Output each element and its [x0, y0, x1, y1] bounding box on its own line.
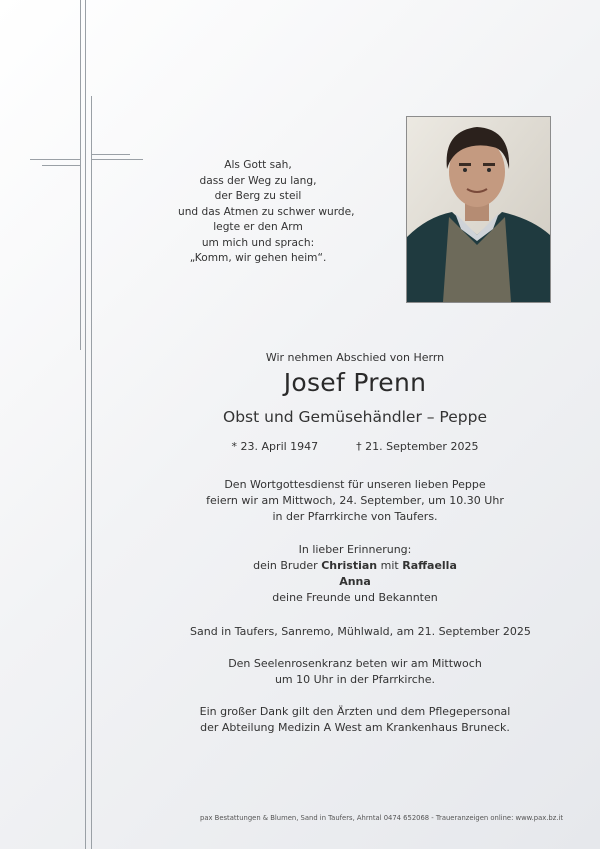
- service-line: Den Wortgottesdienst für unseren lieben Peppe: [224, 478, 486, 491]
- mourner-friends: deine Freunde und Bekannten: [272, 591, 438, 604]
- mourner-line: [190, 574, 520, 590]
- poem-line: und das Atmen zu schwer wurde,: [178, 205, 355, 218]
- thanks-line: der Abteilung Medizin A West am Krankenhaus Bruneck.: [200, 721, 510, 734]
- thanks-line: Ein großer Dank gilt den Ärzten und dem Pflegepersonal: [199, 705, 511, 718]
- farewell-line: Wir nehmen Abschied von Herrn: [265, 351, 445, 364]
- deceased-name: Josef Prenn: [283, 368, 427, 397]
- memory-intro: In lieber Erinnerung:: [298, 543, 412, 556]
- poem-line: Als Gott sah,: [224, 159, 292, 171]
- mourner-text: mit: [377, 559, 403, 572]
- poem-line: dass der Weg zu lang,: [199, 174, 317, 187]
- life-dates: [190, 440, 520, 453]
- poem-line: „Komm, wir gehen heim“.: [189, 252, 327, 264]
- rosary-info: [190, 656, 520, 688]
- service-line: in der Pfarrkirche von Taufers.: [272, 510, 438, 523]
- mourner-brother: Christian: [321, 559, 378, 572]
- funeral-home-footer: pax Bestattungen & Blumen, Sand in Taufers, Ahrntal 0474 652068 - Traueranzeigen online: www.pax.bz.it: [200, 814, 564, 822]
- mourner-anna: Anna: [339, 575, 371, 588]
- service-line: feiern wir am Mittwoch, 24. September, um 10.30 Uhr: [206, 494, 504, 507]
- rosary-line: um 10 Uhr in der Pfarrkirche.: [274, 673, 436, 686]
- rosary-line: Den Seelenrosenkranz beten wir am Mittwoch: [228, 657, 482, 670]
- poem-line: um mich und sprach:: [201, 236, 315, 249]
- birth-date: * 23. April 1947: [231, 440, 319, 453]
- mourner-partner: Raffaella: [402, 559, 457, 572]
- portrait-photo: [406, 116, 551, 303]
- place-date: Sand in Taufers, Sanremo, Mühlwald, am 21. September 2025: [190, 625, 531, 638]
- poem-line: legte er den Arm: [213, 221, 303, 233]
- mourner-text: dein Bruder: [253, 559, 322, 572]
- mourner-line: [190, 558, 520, 574]
- poem: [178, 158, 355, 267]
- mourners: [190, 542, 520, 606]
- deceased-title: Obst und Gemüsehändler – Peppe: [223, 408, 487, 426]
- service-info: [190, 477, 520, 525]
- death-date: † 21. September 2025: [356, 440, 479, 453]
- poem-line: der Berg zu steil: [214, 190, 302, 202]
- thanks-note: [190, 704, 520, 736]
